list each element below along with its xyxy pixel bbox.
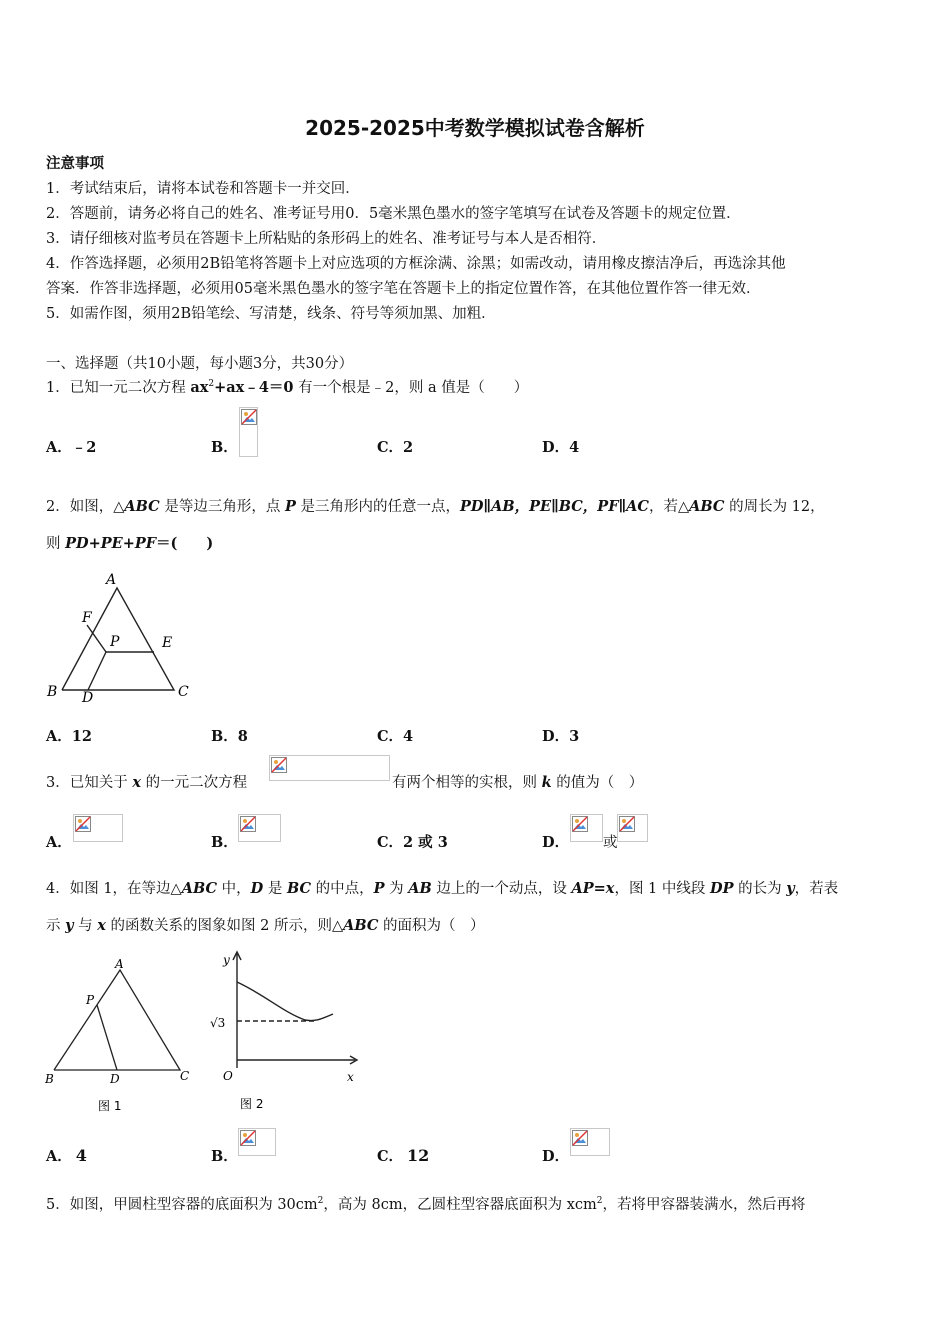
q1-eq-b: +ax﹣4＝0 — [214, 379, 294, 396]
broken-image-icon — [240, 1130, 256, 1146]
q4-text: 的中点， — [311, 881, 374, 897]
q2-text: ，若△ — [648, 499, 690, 515]
label-a: A — [106, 572, 117, 588]
figure-1-triangle — [40, 952, 200, 1117]
q4-option-c-label: C． — [377, 1148, 404, 1165]
q4-text: DP — [710, 880, 734, 897]
missing-image-icon — [617, 814, 648, 842]
label-o: O — [223, 1069, 233, 1083]
label-c: C — [178, 684, 189, 700]
q4-text: 的函数关系的图象如图 2 所示，则△ — [105, 918, 344, 934]
missing-image-icon — [238, 814, 281, 842]
question-5 — [46, 1193, 806, 1214]
broken-image-icon — [572, 816, 588, 832]
q3-text: x — [132, 774, 141, 791]
q1-option-c: C．2 — [377, 439, 414, 456]
q2-option-b: B．8 — [211, 728, 248, 745]
q3-text: 有两个相等的实根，则 — [392, 775, 542, 791]
q4-text: AP=x — [571, 880, 615, 897]
q1-text-pre: 1．已知一元二次方程 — [46, 380, 191, 396]
q3-text: 的一元二次方程 — [141, 775, 248, 791]
q2-text: 2．如图，△ — [46, 499, 125, 515]
label-d: D — [110, 1072, 120, 1086]
label-b: B — [45, 1072, 54, 1086]
question-3-pre — [46, 771, 247, 792]
figure-2-graph — [205, 950, 365, 1115]
q4-option-a — [46, 1145, 87, 1166]
q4-option-c — [377, 1145, 429, 1166]
notice-heading: 注意事项 — [46, 155, 104, 172]
broken-image-icon — [619, 816, 635, 832]
triangle-abc — [54, 970, 180, 1070]
question-4-line-2 — [46, 914, 485, 935]
q4-text: x — [97, 917, 106, 934]
q2-text: PD∥AB，PE∥BC，PF∥AC — [459, 498, 649, 515]
label-p: P — [110, 634, 120, 650]
label-sqrt3: √3 — [210, 1016, 226, 1030]
label-c: C — [180, 1069, 190, 1083]
q4-text: 边上的一个动点，设 — [431, 881, 572, 897]
q4-option-d: D． — [542, 1148, 570, 1165]
q2-text: PD+PE+PF — [65, 535, 157, 552]
q1-text-post: 有一个根是﹣2，则 a 值是（ ） — [293, 380, 529, 396]
broken-image-icon — [75, 816, 91, 832]
label-e: E — [162, 635, 173, 651]
q5-sup: 2 — [596, 1196, 603, 1207]
notice-item: 答案．作答非选择题，必须用05毫米黑色墨水的签字笔在答题卡上的指定位置作答，在其他位置作答一律无效． — [46, 281, 761, 297]
q4-option-b: B． — [211, 1148, 238, 1165]
missing-image-icon — [570, 814, 603, 842]
q2-text: 是等边三角形，点 — [159, 499, 285, 515]
q4-option-a-value: 4 — [75, 1146, 87, 1165]
broken-image-icon — [241, 409, 257, 425]
q3-text: 3．已知关于 — [46, 775, 133, 791]
triangle-figure-q2 — [44, 568, 204, 708]
q4-text: 的面积为（ ） — [378, 918, 485, 934]
q2-option-a: A．12 — [46, 728, 92, 745]
label-x: x — [347, 1070, 354, 1084]
q1-option-d: D．4 — [542, 439, 580, 456]
q5-text: ，若将甲容器装满水，然后再将 — [602, 1197, 806, 1213]
missing-image-icon — [73, 814, 123, 842]
broken-image-icon — [240, 816, 256, 832]
label-y: y — [223, 953, 230, 967]
q2-text: 则 — [46, 536, 66, 552]
section-heading: 一、选择题（共10小题，每小题3分，共30分） — [46, 356, 354, 372]
q4-text: BC — [286, 880, 312, 897]
q4-text: D — [250, 880, 264, 897]
broken-image-icon — [572, 1130, 588, 1146]
q4-text: ABC — [181, 880, 218, 897]
missing-image-icon — [269, 755, 390, 781]
q4-text: y — [786, 880, 795, 897]
q2-text: ABC — [124, 498, 160, 515]
q3-text: k — [541, 774, 552, 791]
page-title: 2025-2025中考数学模拟试卷含解析 — [305, 116, 645, 140]
q4-option-c-value: 12 — [407, 1146, 430, 1165]
q1-eq-a: ax — [190, 379, 209, 396]
q4-text: ，若表 — [794, 881, 839, 897]
q2-text: ABC — [689, 498, 725, 515]
missing-image-icon — [570, 1128, 610, 1156]
q2-option-d: D．3 — [542, 728, 580, 745]
q2-option-c: C．4 — [377, 728, 414, 745]
q1-option-b: B． — [211, 439, 238, 456]
question-2-line-1 — [46, 495, 825, 516]
label-d: D — [82, 690, 94, 706]
q5-sup: 2 — [317, 1196, 324, 1207]
figure-1-caption: 图 1 — [98, 1099, 122, 1113]
label-p: P — [86, 993, 95, 1007]
question-4-line-1 — [46, 877, 838, 898]
segment-pd — [88, 652, 106, 690]
q4-text: P — [373, 880, 385, 897]
q4-option-a-label: A． — [46, 1148, 72, 1165]
segment-dp — [97, 1005, 117, 1070]
notice-item: 5．如需作图，须用2B铅笔绘、写清楚，线条、符号等须加黑、加粗． — [46, 306, 496, 322]
label-b: B — [47, 684, 58, 700]
q2-text: 的周长为 12， — [724, 499, 825, 515]
question-1 — [46, 376, 528, 397]
question-3-post — [392, 771, 643, 792]
q5-text: ，高为 8cm，乙圆柱型容器底面积为 xcm — [323, 1197, 597, 1213]
q1-eq-sup: 2 — [208, 379, 215, 390]
broken-image-icon — [271, 757, 287, 773]
q5-text: 5．如图，甲圆柱型容器的底面积为 30cm — [46, 1197, 318, 1213]
q4-text: 的长为 — [733, 881, 787, 897]
q2-text: ＝( ) — [156, 535, 214, 552]
q2-text: P — [284, 498, 296, 515]
question-2-line-2 — [46, 532, 213, 553]
q3-or: 或 — [603, 835, 618, 851]
q4-text: 是 — [263, 881, 287, 897]
q4-text: AB — [408, 880, 432, 897]
q4-text: ，图 1 中线段 — [614, 881, 711, 897]
missing-image-icon — [238, 1128, 276, 1156]
q4-text: 4．如图 1，在等边△ — [46, 881, 182, 897]
q3-text: 的值为（ ） — [551, 775, 644, 791]
notice-item: 4．作答选择题，必须用2B铅笔将答题卡上对应选项的方框涂满、涂黑；如需改动，请用橡皮擦洁净后，再选涂其他 — [46, 256, 786, 272]
label-f: F — [82, 610, 92, 626]
q3-option-a: A． — [46, 834, 72, 851]
q4-text: 为 — [384, 881, 409, 897]
q4-text: ABC — [343, 917, 379, 934]
q3-option-b: B． — [211, 834, 238, 851]
q4-text: 与 — [73, 918, 98, 934]
q2-text: 是三角形内的任意一点， — [295, 499, 460, 515]
label-a: A — [115, 957, 124, 971]
q4-text: 中， — [217, 881, 251, 897]
q3-option-d: D． — [542, 834, 570, 851]
q4-text: 示 — [46, 918, 66, 934]
figure-2-caption: 图 2 — [240, 1097, 264, 1111]
q4-text: y — [65, 917, 74, 934]
notice-item: 1．考试结束后，请将本试卷和答题卡一并交回． — [46, 181, 360, 197]
function-curve — [237, 982, 333, 1021]
q1-option-a: A．﹣2 — [46, 439, 97, 456]
missing-image-icon — [239, 407, 258, 457]
q3-option-c: C．2 或 3 — [377, 834, 448, 851]
notice-item: 3．请仔细核对监考员在答题卡上所粘贴的条形码上的姓名、准考证号与本人是否相符． — [46, 231, 607, 247]
notice-item: 2．答题前，请务必将自己的姓名、准考证号用0．5毫米黑色墨水的签字笔填写在试卷及答题卡的规定位置． — [46, 206, 741, 222]
